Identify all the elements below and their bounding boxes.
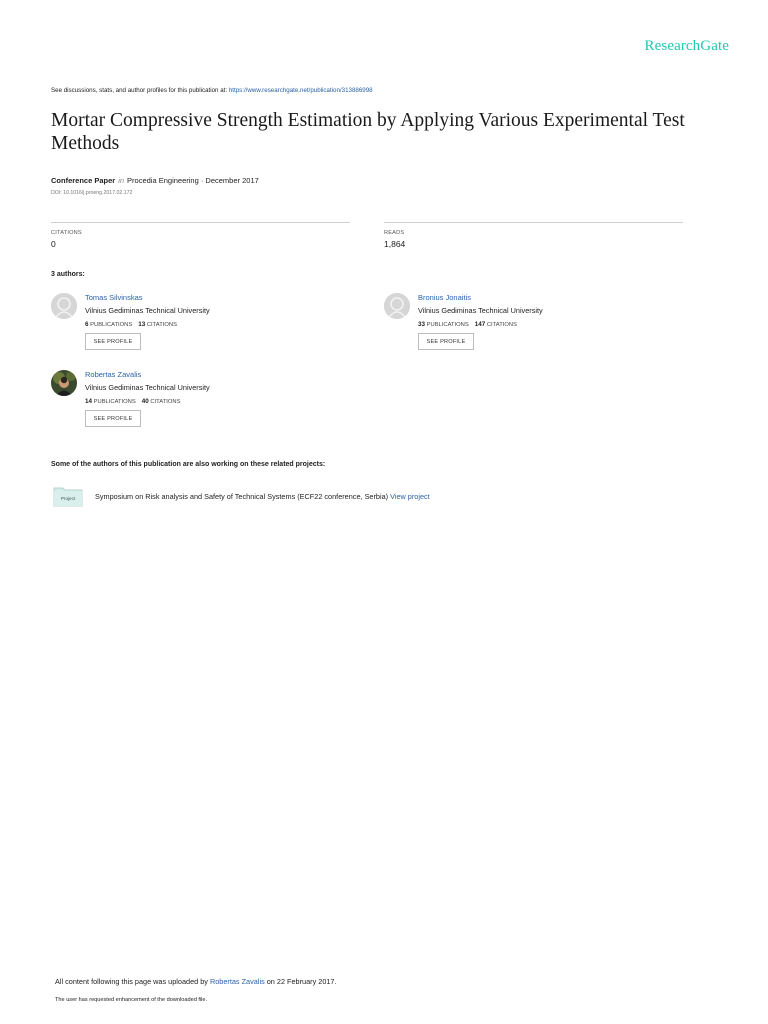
upload-prefix: All content following this page was uploaded by [55,977,210,986]
citations-count: 147 [474,321,486,328]
discussion-line [51,87,373,94]
citations-value: 0 [51,239,56,249]
upload-suffix: on 22 February 2017. [264,977,337,986]
enhancement-note: The user has requested enhancement of the downloaded file. [55,997,208,1003]
citations-label: CITATIONS [146,322,177,328]
citations-label: CITATIONS [150,399,181,405]
placeholder-avatar-icon[interactable] [51,293,77,319]
citations-count: 13 [138,321,146,328]
upload-note [55,977,337,986]
photo-avatar[interactable] [51,370,77,396]
in-word: in [118,176,125,185]
doi: DOI: 10.1016/j.proeng.2017.02.172 [51,190,133,196]
citations-divider [51,222,350,223]
author-stats [85,321,177,328]
authors-heading: 3 authors: [51,271,85,278]
author-institution: Vilnius Gediminas Technical University [418,306,543,315]
author-institution: Vilnius Gediminas Technical University [85,383,210,392]
publications-label: PUBLICATIONS [93,399,136,405]
publications-count: 33 [418,321,426,328]
author-institution: Vilnius Gediminas Technical University [85,306,210,315]
researchgate-logo[interactable]: ResearchGate [644,38,729,54]
reads-label: READS [384,230,405,236]
citations-label: CITATIONS [51,230,82,236]
publications-count: 14 [85,398,93,405]
see-profile-button[interactable]: SEE PROFILE [85,410,141,427]
reads-divider [384,222,683,223]
see-profile-button[interactable]: SEE PROFILE [418,333,474,350]
publication-link[interactable]: https://www.researchgate.net/publication/313886998 [228,87,373,94]
publications-count: 6 [85,321,89,328]
author-name[interactable]: Robertas Zavalis [85,370,142,379]
placeholder-avatar-icon[interactable] [384,293,410,319]
project-icon-label: Project [60,496,76,501]
view-project-link[interactable]: View project [390,492,430,501]
venue-date: Procedia Engineering · December 2017 [127,176,259,185]
project-folder-icon [53,485,83,507]
discussion-text: See discussions, stats, and author profiles for this publication at: [51,87,229,94]
reads-value: 1,864 [384,239,406,249]
publication-type: Conference Paper [51,176,116,185]
publication-meta [51,176,259,185]
author-stats [418,321,517,328]
author-name[interactable]: Tomas Silvinskas [85,293,143,302]
citations-count: 40 [141,398,149,405]
author-name[interactable]: Bronius Jonaitis [418,293,471,302]
publication-title: Mortar Compressive Strength Estimation by Applying Various Experimental Test Methods [51,110,685,154]
citations-label: CITATIONS [486,322,517,328]
see-profile-button[interactable]: SEE PROFILE [85,333,141,350]
publications-label: PUBLICATIONS [90,322,133,328]
uploader-link[interactable]: Robertas Zavalis [209,977,265,986]
publications-label: PUBLICATIONS [426,322,469,328]
related-projects-heading: Some of the authors of this publication are also working on these related projects: [51,461,326,468]
project-title: Symposium on Risk analysis and Safety of Technical Systems (ECF22 conference, Serbia) [95,492,389,501]
author-stats [85,398,180,405]
related-project [95,492,430,501]
